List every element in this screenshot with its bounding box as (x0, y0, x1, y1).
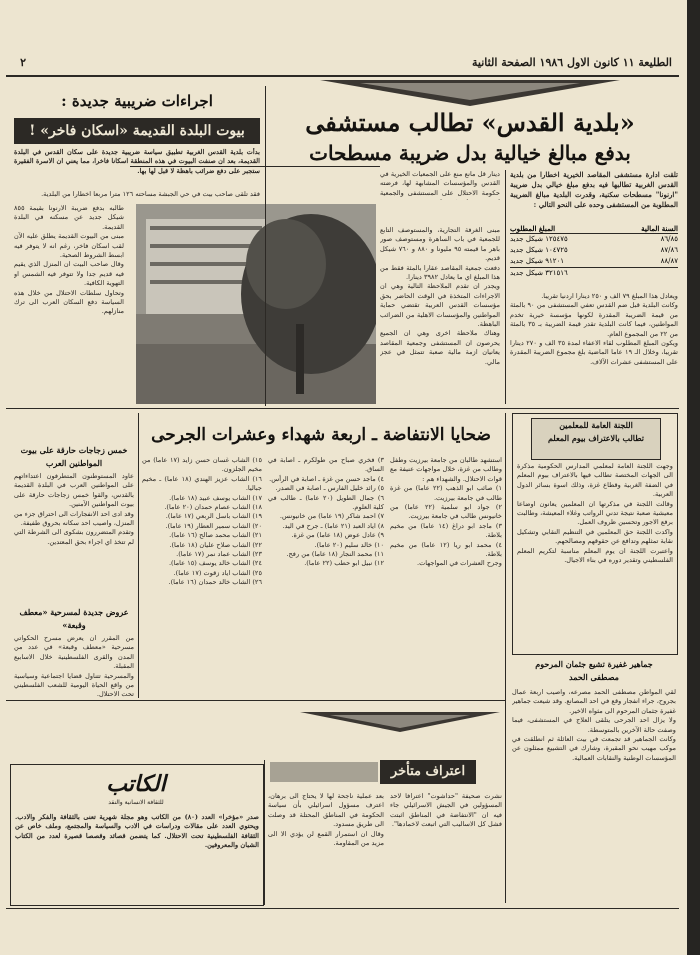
theatre-headline (14, 606, 134, 632)
column-rule (264, 760, 265, 905)
tax-headline: اجراءات ضريبية جديدة : (61, 92, 213, 110)
banner-arrow-2 (300, 712, 500, 734)
column-rule (265, 86, 266, 406)
building-photo-image (136, 204, 376, 404)
tax-lead: بدأت بلدية القدس الغربية تطبيق سياسة ضريبية جديدة على سكان القدس في البلدة القديمة، بعد ان صنفت البيوت في هذه المنطقة اسكانا فاخرا، مما يعني ان الاسرة الفقيرة ستجبر على دفع ضرائب باهظة لا قبل لها بها. (14, 148, 260, 175)
page-binding-edge (687, 0, 700, 955)
confession-headline: اعتراف متأخر (390, 764, 466, 779)
theatre-headline-1: عروض جديدة لمسرحية «معطف (19, 607, 129, 617)
tax-col-b: فقد تلقى صاحب بيت في حي الجبشة مساحته ١٢٦ مترا مربعا اخطارا من البلدية. (41, 190, 260, 198)
mustafa-headline-2: مصطفى الحمد (569, 672, 619, 682)
confession-col1: بعد عملية ناجحة لها لا يحتاج الى برهان، اعترف مسؤول اسرائيلي بأن سياسة الحكومة في المناطق المحتلة قد وصلت الى طريق مسدود. وقال ان استمرار القمع لن يؤدي الا الى مزيد من المقاومة. (268, 792, 384, 848)
ad-box (10, 764, 264, 906)
main-lead: تلقت ادارة مستشفى المقاصد الخيرية اخطارا من بلدية القدس الغربية تطالبها فيه بدفع مبلغ خيالي بدل ضريبة "ارنونا" مسطحات سكنية، وقدرت البلدية مبالغ الضريبة المطلوبة من المستشفى وحده على النحو التالي : (510, 170, 678, 209)
mustafa-headline-1: جماهير غفيرة تشيع جثمان المرحوم (535, 659, 653, 669)
table-header-amount: المبلغ المطلوب (510, 224, 556, 233)
losses-headline-1: خمس زجاجات حارقة على بيوت (20, 445, 128, 455)
martyrs-headline: ضحايا الانتفاضة ـ اربعة شهداء وعشرات الجرحى (151, 425, 491, 445)
column-rule (505, 413, 506, 903)
table-cell-amount: ١٠٤٧٢٥ شيكل جديد (510, 246, 568, 254)
section-rule (6, 408, 679, 409)
tax-subhead: بيوت البلدة القديمة «اسكان فاخر» ! (29, 123, 245, 139)
table-row (510, 256, 678, 267)
table-row (510, 245, 678, 256)
martyrs-col2: ٣) فخري صباح من طولكرم ـ اصابة في الساق. ٤) ماجد حسن من غزة ـ اصابة في الرأس. ٥) رائد خليل الفارس ـ اصابة في الصدر. ٦) جمال الطويل (٢٠ عاما) ـ طالب في كلية العلوم. ٧) احمد شاكر (١٩ عاما) من خانيونس. ٨) اياد العبد (٢١ عاما) ـ جرح في اليد. ٩) عادل عوض (١٨ عاما) من غزة. ١٠) خالد سليم (٢٠ عاما). ١١) محمد النجار (١٨ عاما) من رفح. ١٢) نبيل ابو حطب (٢٢ عاما). (268, 456, 384, 568)
table-cell-amount: ١٢٥٤٧٥ شيكل جديد (510, 235, 568, 243)
footer-rule (6, 908, 679, 909)
losses-headline-2: المواطنين العرب (45, 458, 103, 468)
confession-headline-box (380, 760, 476, 784)
losses-headline (14, 444, 134, 470)
table-header-year: السنة المالية (641, 224, 678, 233)
committee-title-1: اللجنة العامة للمعلمين (559, 420, 633, 430)
table-cell-year: ٨٦/٨٥ (660, 235, 678, 243)
martyrs-col1: استشهد طالبان من جامعة بيرزيت وطفل وطالب من غزة، خلال مواجهات عنيفة مع قوات الاحتلال. والشهداء هم : ١) صائب ابو الذهب (٢٢ عاما) من غزة طالب في جامعة بيرزيت. ٢) جواد ابو سلمية (٢٢ عاما) من خانيونس طالب في جامعة بيرزيت. ٣) ماجد ابو دراغ (١٤ عاما) من مخيم بلاطة. ٤) محمد ابو ريا (١٢ عاما) من مخيم بلاطة. وجرح العشرات في المواجهات. (390, 456, 502, 568)
martyrs-col3: ١٥) الشاب غسان حسن زايد (١٧ عاما) من مخيم الجلزون. ١٦) الشاب عزيز الهندي (١٨ عاما) ـ مخيم جباليا. ١٧) الشاب يوسف عبيد (١٨ عاما). ١٨) الشاب عصام حمدان (٢٠ عاما). ١٩) الشاب باسل الربعي (١٧ عاما). ٢٠) الشاب سمير العطار (١٩ عاما). ٢١) الشاب محمد صالح (١٦ عاما). ٢٢) الشاب صلاح عليان (١٨ عاما). ٢٣) الشاب عماد نمر (١٧ عاما). ٢٤) الشاب خالد يوسف (١٥ عاما). ٢٥) الشاب اياد زقوت (١٧ عاما). ٢٦) الشاب خالد حمدان (١٦ عاما). (142, 456, 262, 587)
mustafa-body: لقي المواطن مصطفى الحمد مصرعه، واصيب اربعة عمال بجروح، جراء انفجار وقع في احد المصانع. وقد شيعت جماهير غفيرة جثمان المرحوم الى مثواه الاخير. ولا يزال احد الجرحى يتلقى العلاج في المستشفى، فيما وصفت حالة الآخرين بالمتوسطة. وكانت الجماهير قد تجمعت في بيت العائلة ثم انطلقت في موكب مهيب نحو المقبرة، وشارك في التشييع ممثلون عن المؤسسات الوطنية والنقابات العمالية. (512, 688, 676, 762)
page-header: الطليعة ١١ كانون الاول ١٩٨٦ الصفحة الثانية (472, 56, 672, 69)
theatre-headline-2: وقبعة» (62, 620, 86, 630)
committee-title (531, 418, 661, 460)
table-cell-year: ٨٨/٨٧ (660, 257, 678, 265)
tax-table (510, 224, 678, 290)
committee-title-2: تطالب بالاعتراف بيوم المعلم (547, 433, 645, 443)
committee-box (512, 413, 678, 655)
mustafa-headline (512, 658, 676, 686)
losses-body: عاود المستوطنون المتطرفون اعتداءاتهم على المواطنين العرب في البلدة القديمة بالقدس، والقوا خمس زجاجات حارقة على بيوت المواطنين الآمنين. وقد ادى احد الانفجارات الى احتراق جزء من المنزل، واصيب احد سكانه بحروق طفيفة. وتقدم المتضررون بشكوى الى الشرطة التي لم تتخذ اي اجراء بحق المعتدين. (14, 472, 134, 546)
article-photo (136, 204, 376, 404)
header-rule (6, 75, 679, 77)
main-col2: مبنى الغرفة التجارية، والمستوصف التابع للجمعية في باب الساهرة ومستوصف صور باهر ما قيمته ٩٥ مليونا و ٨٨٠ و ٧٦٠ شيكل قديم. دفعت جمعية المقاصد عقارا بالمئة فقط من هذا المبلغ اي ما يعادل ٣٩٨٢ دينارا. ويجدر ان تقدم الملاحظة التالية وهي ان الاجراءات المتخذة في الوقت الحاضر بحق مؤسسات القدس العربية تقتضي حماية المواطنين والمؤسسات الاهلية من الضرائب الباهظة. وهناك ملاحظة اخرى وهي ان الجميع يحرصون ان المستشفى وجمعية المقاصد يعانيان ازمة مالية صعبة تتمثل في عجز مالي. (380, 226, 500, 366)
table-cell-year: ٨٧/٨٦ (660, 246, 678, 254)
column-rule (505, 170, 506, 404)
table-total: ٣٢١٥١٦ شيكل جديد (510, 267, 678, 279)
confession-shade (270, 762, 378, 782)
main-col3: دينار قل مانع منع على الجمعيات الخيرية في القدس والمؤسسات المشابهة لها، فرضته حكومة الاحتلال على المستشفى والجمعية (380, 170, 500, 197)
ad-body: صدر «مؤخرا» العدد (٨٠) من الكاتب وهو مجلة شهرية تعنى بالثقافة والفكر والادب. ويحتوي العدد على مقالات ودراسات في الادب والسياسة والمجتمع، وملف خاص عن الثقافة الفلسطينية تحت الاحتلال. كما يتضمن قصائد وقصصا قصيرة لعدد من الكتاب الشبان والمعروفين. (15, 813, 259, 850)
table-row (510, 234, 678, 245)
main-headline-2: بدفع مبالغ خيالية بدل ضريبة مسطحات (309, 141, 631, 165)
tax-subhead-box (14, 118, 260, 144)
ad-logo: الكاتب (106, 771, 166, 797)
table-cell-amount: ٩١٢٠١ شيكل جديد (510, 257, 565, 265)
page-number: ٢ (20, 56, 26, 69)
banner-arrow (320, 80, 620, 108)
tax-col-a: طالبه بدفع ضريبة الارنونا بقيمة ٨٥٥ شيكل جديد عن مسكنه في البلدة القديمة. مبنى من البيوت القديمة يطلق عليه الآن لقب اسكان فاخر، رغم انه لا يتوفر فيه ابسط الشروط الصحية. وقال صاحب البيت ان المنزل الذي يقيم فيه قديم جدا ولا تتوفر فيه الشمس او التهوية الكافية. وتحاول سلطات الاحتلال من خلال هذه السياسة دفع السكان العرب الى ترك منازلهم. (14, 204, 124, 316)
confession-col2: نشرت صحيفة "حداشوت" اعترافا لاحد المسؤولين في الجيش الاسرائيلي جاء فيه ان "الانتفاضة في المناطق اثبتت فشل كل الاساليب التي اتبعت لاخمادها". (390, 792, 502, 829)
column-rule (138, 413, 139, 698)
committee-body: وجهت اللجنة العامة لمعلمي المدارس الحكومية مذكرة الى الجهات المختصة تطالب فيها بالاعتراف بيوم المعلم في الضفة الغربية وقطاع غزة، وذلك اسوة بسائر الدول العربية. وقالت اللجنة في مذكرتها ان المعلمين يعانون اوضاعا معيشية صعبة نتيجة تدني الرواتب وغلاء المعيشة، وطالبت برفع الاجور وتحسين ظروف العمل. واكدت اللجنة حق المعلمين في التنظيم النقابي وتشكيل نقابة تمثلهم وتدافع عن حقوقهم ومصالحهم. واعتبرت اللجنة ان يوم المعلم مناسبة لتكريم المعلم الفلسطيني وتقدير دوره في بناء الاجيال. (517, 462, 673, 565)
section-rule (6, 700, 505, 701)
main-col1: ويعادل هذا المبلغ ٧٩ الف و ٢٥٠ دينارا اردنيا تقريبا. وكانت البلدية قبل ضم القدس تعفي المستشفى من ٩٠ بالمئة من قيمة الضريبة المقدرة لكونها مؤسسة خيرية تخدم المواطنين، فيما كانت البلدية تقدر قيمة الضريبة بـ ٣٥ بالمئة من ٢٢ من المجموع العام. ويكون المبلغ المطلوب لقاء الاعفاء لمدة ٣٥ الف و ٢٧٠ دينارا تقريبا، وخلال الـ ١٩ عاما الماضية بلغ مجموع الضريبة المقدرة على المستشفى عشرات الآلاف. (510, 292, 678, 366)
ad-tagline: للثقافة الانسانية والنقد (108, 799, 164, 806)
main-headline-1: «بلدية القدس» تطالب مستشفى (305, 108, 635, 137)
theatre-body: من المقرر ان يعرض مسرح الحكواتي مسرحية «معطف وقبعة» في عدد من المدن والقرى الفلسطينية خلال الاسابيع المقبلة. والمسرحية تتناول قضايا اجتماعية وسياسية من واقع الحياة اليومية للشعب الفلسطيني تحت الاحتلال. (14, 634, 134, 699)
